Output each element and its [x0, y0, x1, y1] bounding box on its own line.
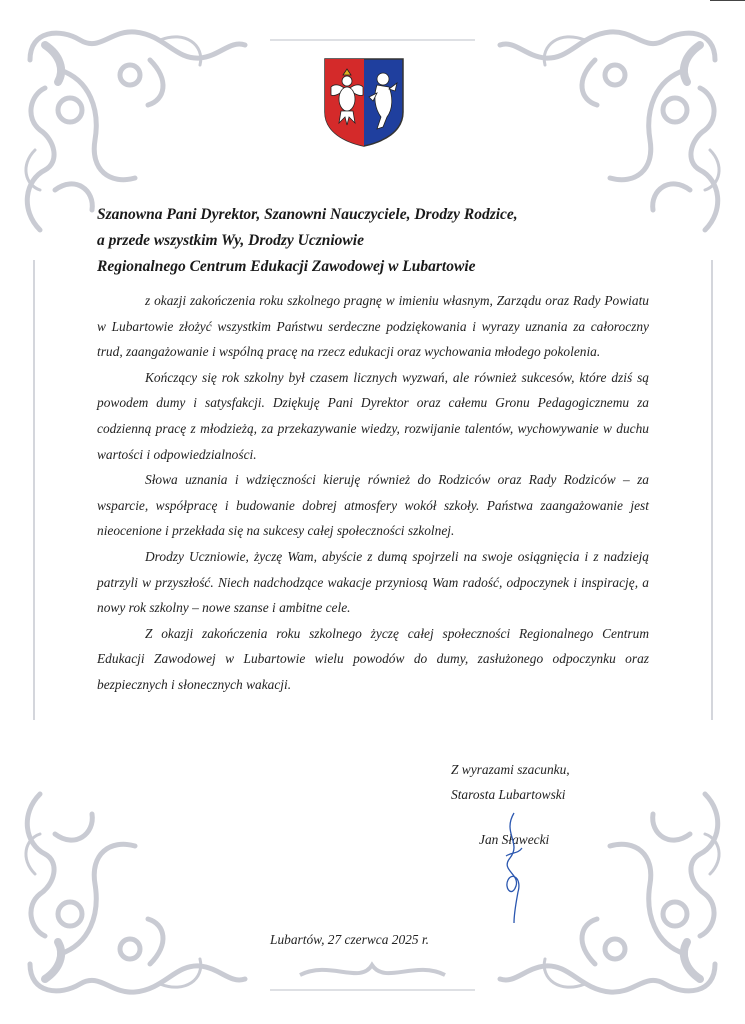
salutation-line-2: a przede wszystkim Wy, Drodzy Uczniowie — [97, 232, 364, 249]
signer-name: Jan Sławecki — [479, 832, 550, 847]
date-line: Lubartów, 27 czerwca 2025 r. — [270, 932, 429, 947]
salutation-line-3: Regionalnego Centrum Edukacji Zawodowej w Lubartowie — [97, 258, 476, 275]
closing-block — [451, 757, 651, 807]
handwritten-signature — [492, 808, 532, 928]
salutation-line-1: Szanowna Pani Dyrektor, Szanowni Nauczyciele, Drodzy Rodzice, — [97, 206, 518, 223]
coat-of-arms — [323, 57, 405, 147]
paragraph-2: Kończący się rok szkolny był czasem licznych wyzwań, ale również sukcesów, które dziś są powodem dumy i satysfakcji. Dziękuję Pani Dyrektor oraz całemu Gronu Pedagogicznemu za codzienną pracę z młodzieżą, za przekazywanie wiedzy, rozwijanie talentów, wychowywanie w duchu wartości i odpowiedzialności. — [97, 369, 649, 462]
letter-body — [97, 288, 649, 698]
salutation — [97, 202, 657, 280]
paragraph-1: z okazji zakończenia roku szkolnego pragnę w imieniu własnym, Zarządu oraz Rady Powiatu w Lubartowie złożyć wszystkim Państwu serdeczne podziękowania i wyrazy uznania za całoroczny trud, zaangażowanie i wspólną pracę na rzecz edukacji oraz wychowania młodego pokolenia. — [97, 293, 649, 360]
closing-title: Starosta Lubartowski — [451, 787, 566, 802]
paragraph-5: Z okazji zakończenia roku szkolnego życzę całej społeczności Regionalnego Centrum Edukacji Zawodowej w Lubartowie wielu powodów do dumy, zasłużonego odpoczynku oraz bezpiecznych i słonecznych wakacji. — [97, 625, 649, 692]
closing-regards: Z wyrazami szacunku, — [451, 762, 570, 777]
corner-mark — [710, 0, 745, 5]
paragraph-4: Drodzy Uczniowie, życzę Wam, abyście z dumą spojrzeli na swoje osiągnięcia i z nadzieją patrzyli w przyszłość. Niech nadchodzące wakacje przyniosą Wam radość, odpoczynek i inspirację, a nowy rok szkolny – nowe szanse i ambitne cele. — [97, 548, 649, 616]
paragraph-3: Słowa uznania i wdzięczności kieruję również do Rodziców oraz Rady Rodziców – za wsparcie, współpracę i budowanie dobrej atmosfery wokół szkoły. Państwa zaangażowanie jest nieocenione i przekłada się na sukcesy całej społeczności szkolnej. — [97, 472, 649, 539]
